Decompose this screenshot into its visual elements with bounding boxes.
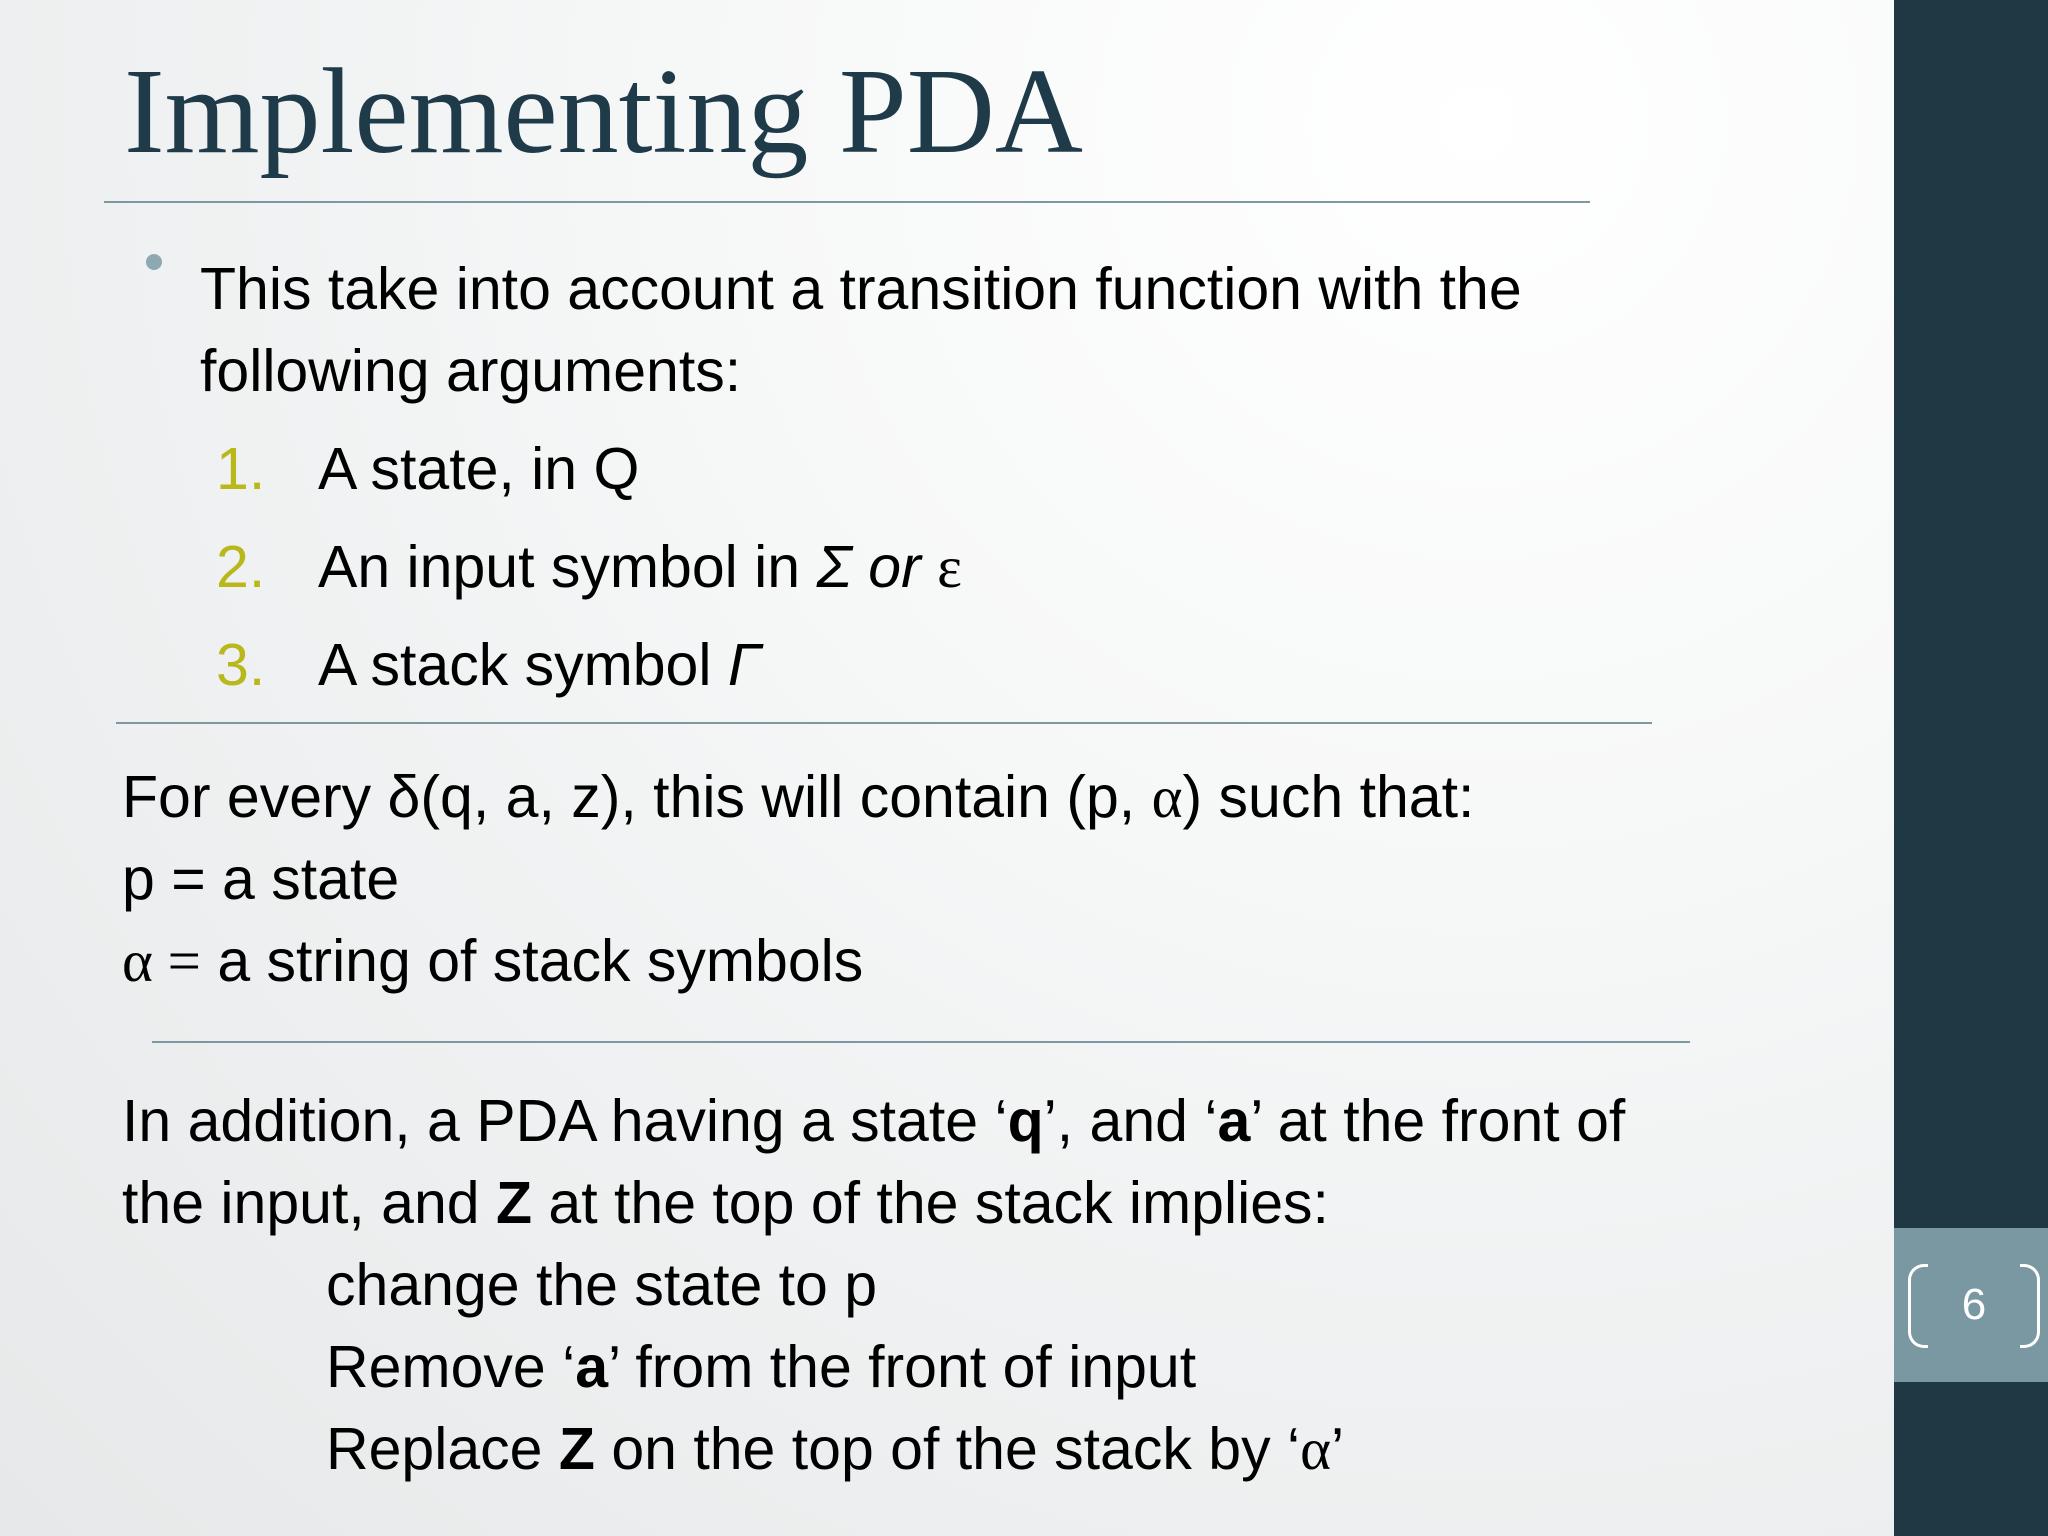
- section-divider: [116, 722, 1652, 724]
- epsilon-symbol: ε: [937, 534, 962, 600]
- argument-number: 3.: [216, 632, 266, 698]
- slide-title: Implementing PDA: [124, 44, 1083, 179]
- argument-number: 2.: [216, 534, 266, 600]
- bullet-line-2: following arguments:: [200, 338, 742, 404]
- bullet-line-1: This take into account a transition function with the: [200, 256, 1522, 322]
- argument-number: 1.: [216, 436, 266, 502]
- definition-paragraph: [122, 756, 1474, 1002]
- implication-line-2: the input, and Z at the top of the stack implies:: [122, 1170, 1329, 1236]
- definition-line-1: For every δ(q, a, z), this will contain (p, α) such that:: [122, 764, 1475, 830]
- implication-steps: [326, 1244, 1344, 1490]
- right-bracket-icon: [2020, 1264, 2040, 1348]
- implication-step-2: Remove ‘a’ from the front of input: [326, 1334, 1197, 1400]
- argument-text: An input symbol in Σ or ε: [318, 534, 962, 600]
- page-number-tab: [1894, 1228, 2048, 1382]
- sigma-symbol: Σ or: [816, 534, 921, 600]
- left-bracket-icon: [1908, 1264, 1928, 1348]
- bullet-paragraph: [200, 248, 1522, 412]
- page-number: 6: [1961, 1280, 1987, 1329]
- bullet-icon: [146, 254, 162, 270]
- definition-line-2: p = a state: [122, 846, 400, 912]
- title-divider: [104, 201, 1590, 203]
- implication-step-3: Replace Z on the top of the stack by ‘α’: [326, 1416, 1345, 1482]
- definition-line-3: α = a string of stack symbols: [122, 928, 864, 994]
- implication-step-1: change the state to p: [326, 1252, 878, 1318]
- implication-line-1: In addition, a PDA having a state ‘q’, and ‘a’ at the front of: [122, 1088, 1626, 1154]
- gamma-symbol: Γ: [727, 632, 762, 698]
- implication-paragraph: [122, 1080, 1625, 1244]
- section-divider: [152, 1041, 1690, 1043]
- argument-text: A stack symbol Γ: [318, 632, 762, 698]
- argument-text: A state, in Q: [318, 436, 640, 502]
